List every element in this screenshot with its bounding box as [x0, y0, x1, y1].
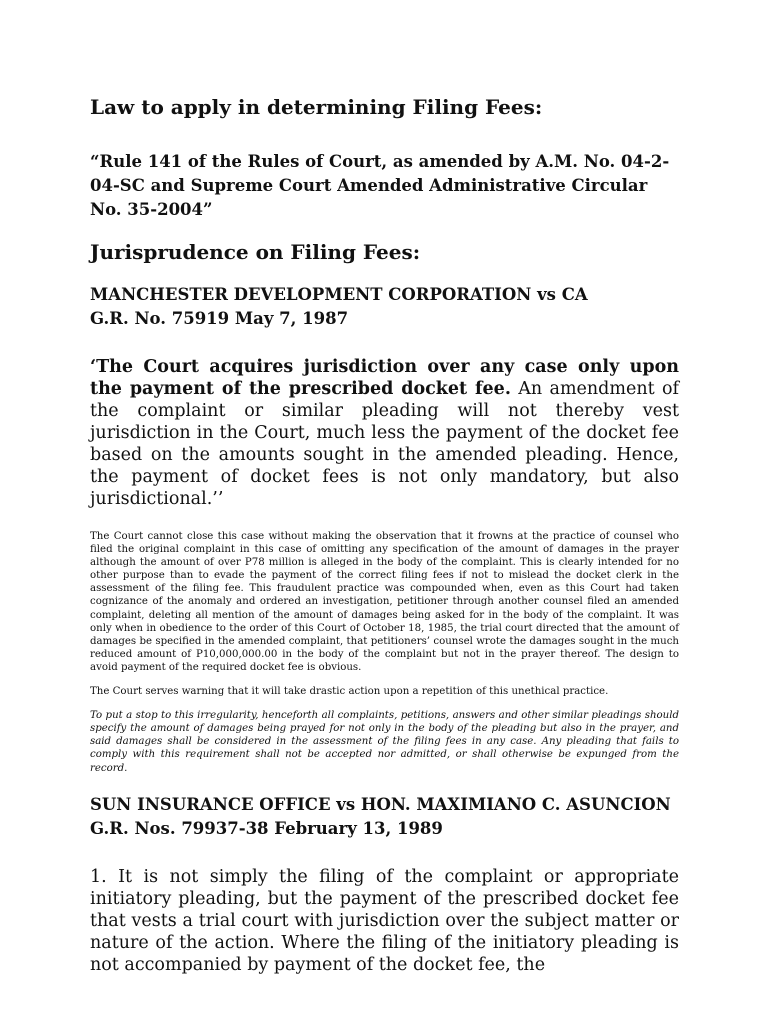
case2-gr-number: G.R. Nos. 79937-38 February 13, 1989 — [90, 818, 443, 838]
case2-title: SUN INSURANCE OFFICE vs HON. MAXIMIANO C. ASUNCION — [90, 794, 671, 814]
case1-header — [90, 283, 679, 331]
case1-paragraph-2: The Court serves warning that it will take drastic action upon a repetition of this unethical practice. — [90, 686, 609, 698]
case1-quote-rest: An amendment of the complaint or similar pleading will not thereby vest jurisdiction in the Court, much less the payment of the docket fee based on the amounts sought in the amended pleading. Hence, the payment of docket fees is not only mandatory, but also jurisdictional.’’ — [90, 379, 679, 509]
heading-law-to-apply: Law to apply in determining Filing Fees: — [90, 95, 543, 119]
case1-gr-number: G.R. No. 75919 May 7, 1987 — [90, 309, 349, 328]
case1-quote-bold: ‘The Court acquires jurisdiction over any case only upon the payment of the prescribed docket fee. — [90, 357, 679, 399]
case2-paragraph-1: 1. It is not simply the filing of the complaint or appropriate initiatory pleading, but the payment of the prescribed docket fee that vests a trial court with jurisdiction over the subject matter or nature of the action. Where the filing of the initiatory pleading is not accompanied by payment of the docket fee, the — [90, 866, 679, 975]
case1-quote — [90, 356, 679, 510]
heading-jurisprudence: Jurisprudence on Filing Fees: — [90, 240, 421, 264]
case1-paragraph-3: To put a stop to this irregularity, henceforth all complaints, petitions, answers and other similar pleadings should specify the amount of damages being prayed for not only in the body of the pleading but also in the prayer, and said damages shall be considered in the assessment of the filing fees in any case. Any pleading that fails to comply with this requirement shall not be accepted nor admitted, or shall otherwise be expunged from the record. — [90, 710, 679, 774]
case1-paragraph-1: The Court cannot close this case without making the observation that it frowns at the practice of counsel who filed the original complaint in this case of omitting any specification of the amount of damages in the prayer although the amount of over P78 million is alleged in the body of the complaint. This is clearly intended for no other purpose than to evade the payment of the correct filing fees if not to mislead the docket clerk in the assessment of the filing fee. This fraudulent practice was compounded when, even as this Court had taken cognizance of the anomaly and ordered an investigation, petitioner through another counsel filed an amended complaint, deleting all mention of the amount of damages being asked for in the body of the complaint. It was only when in obedience to the order of this Court of October 18, 1985, the trial court directed that the amount of damages be specified in the amended complaint, that petitioners’ counsel wrote the damages sought in the much reduced amount of P10,000,000.00 in the body of the complaint but not in the prayer thereof. The design to avoid payment of the required docket fee is obvious. — [90, 531, 679, 673]
case1-title: MANCHESTER DEVELOPMENT CORPORATION vs CA — [90, 285, 588, 304]
law-quote: “Rule 141 of the Rules of Court, as amended by A.M. No. 04-2-04-SC and Supreme Court Amended Administrative Circular No. 35-2004” — [90, 152, 670, 219]
case2-header — [90, 793, 679, 841]
